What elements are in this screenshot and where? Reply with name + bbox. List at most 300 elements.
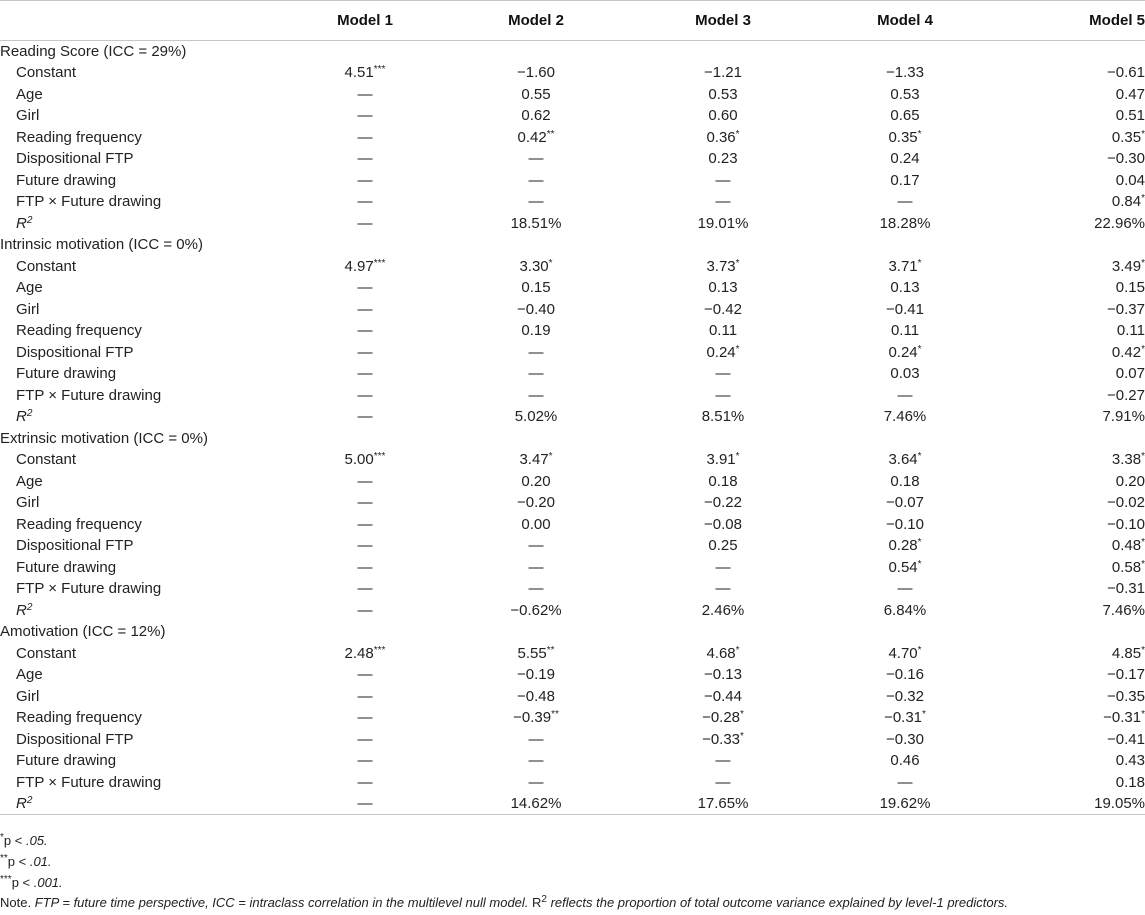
cell-model-4 bbox=[804, 320, 1006, 342]
cell-value: 0.28 bbox=[888, 537, 918, 555]
cell-value: — bbox=[528, 343, 544, 361]
cell-model-1 bbox=[300, 170, 430, 192]
table-row bbox=[0, 707, 1145, 729]
cell-value: 3.73 bbox=[706, 257, 736, 275]
row-label-text: Future drawing bbox=[16, 171, 117, 189]
row-label-text: Dispositional FTP bbox=[16, 150, 134, 168]
cell-model-4 bbox=[804, 600, 1006, 622]
cell-model-1 bbox=[300, 557, 430, 579]
cell-value: — bbox=[357, 85, 373, 103]
row-label-text: Future drawing bbox=[16, 752, 117, 770]
significance-mark: * bbox=[1141, 193, 1145, 205]
cell-model-5 bbox=[1006, 213, 1145, 235]
cell-value: 0.55 bbox=[521, 85, 551, 103]
row-label bbox=[0, 213, 300, 235]
table-row bbox=[0, 320, 1145, 342]
table-row bbox=[0, 127, 1145, 149]
cell-value: −0.07 bbox=[886, 494, 924, 512]
cell-value: 0.00 bbox=[521, 515, 551, 533]
cell-value: −0.28 bbox=[702, 709, 741, 727]
cell-value: 5.02% bbox=[514, 408, 558, 426]
cell-model-5 bbox=[1006, 578, 1145, 600]
column-header-model-1: Model 1 bbox=[300, 1, 430, 41]
cell-value: — bbox=[357, 150, 373, 168]
table-row bbox=[0, 170, 1145, 192]
cell-model-3 bbox=[642, 729, 804, 751]
cell-value: 4.85 bbox=[1111, 644, 1142, 662]
cell-model-3 bbox=[642, 191, 804, 213]
cell-value: — bbox=[528, 752, 544, 770]
significance-mark: * bbox=[735, 644, 740, 656]
footnote-prefix: p < bbox=[7, 854, 30, 869]
significance-mark: * bbox=[917, 451, 922, 463]
cell-value: 0.46 bbox=[890, 752, 920, 770]
cell-model-1 bbox=[300, 148, 430, 170]
cell-value: — bbox=[357, 193, 373, 211]
significance-mark: *** bbox=[373, 257, 386, 269]
column-header-model-3: Model 3 bbox=[642, 1, 804, 41]
cell-value: 7.46% bbox=[1102, 601, 1145, 619]
cell-value: — bbox=[357, 214, 373, 232]
cell-value: 3.91 bbox=[706, 451, 736, 469]
significance-mark: *** bbox=[373, 644, 386, 656]
row-label-sup: 2 bbox=[26, 408, 33, 420]
row-label bbox=[0, 62, 300, 84]
cell-value: 0.53 bbox=[708, 85, 738, 103]
cell-value: — bbox=[897, 193, 913, 211]
cell-value: — bbox=[528, 558, 544, 576]
cell-value: −0.61 bbox=[1107, 64, 1145, 82]
row-label bbox=[0, 514, 300, 536]
cell-model-3 bbox=[642, 772, 804, 794]
cell-model-5 bbox=[1006, 127, 1145, 149]
header-row bbox=[0, 1, 1145, 41]
footnote-value: .05. bbox=[25, 833, 48, 848]
cell-value: — bbox=[715, 171, 731, 189]
cell-model-3 bbox=[642, 170, 804, 192]
cell-value: — bbox=[357, 773, 373, 791]
cell-model-1 bbox=[300, 514, 430, 536]
row-label bbox=[0, 471, 300, 493]
table-row bbox=[0, 664, 1145, 686]
table-row bbox=[0, 600, 1145, 622]
cell-model-3 bbox=[642, 514, 804, 536]
cell-model-2 bbox=[430, 535, 642, 557]
row-label bbox=[0, 256, 300, 278]
significance-mark: * bbox=[740, 730, 744, 742]
row-label-text: Future drawing bbox=[16, 558, 117, 576]
cell-model-4 bbox=[804, 84, 1006, 106]
significance-mark: * bbox=[917, 537, 922, 549]
cell-value: — bbox=[528, 730, 544, 748]
row-label bbox=[0, 342, 300, 364]
table-row bbox=[0, 557, 1145, 579]
cell-value: −0.10 bbox=[886, 515, 924, 533]
cell-model-5 bbox=[1006, 686, 1145, 708]
table-row bbox=[0, 406, 1145, 428]
cell-value: — bbox=[357, 171, 373, 189]
footnote-p05 bbox=[0, 830, 1145, 851]
row-label-text: Dispositional FTP bbox=[16, 343, 134, 361]
cell-value: 0.60 bbox=[708, 107, 738, 125]
cell-value: — bbox=[528, 386, 544, 404]
cell-model-2 bbox=[430, 793, 642, 815]
cell-model-2 bbox=[430, 406, 642, 428]
cell-value: — bbox=[357, 709, 373, 727]
cell-model-4 bbox=[804, 213, 1006, 235]
row-label bbox=[0, 492, 300, 514]
table-row bbox=[0, 342, 1145, 364]
cell-model-1 bbox=[300, 578, 430, 600]
cell-value: −0.32 bbox=[886, 687, 924, 705]
table-row bbox=[0, 191, 1145, 213]
row-label bbox=[0, 793, 300, 815]
note-lead: Note. bbox=[0, 895, 35, 910]
cell-value: −0.08 bbox=[704, 515, 742, 533]
significance-mark: * bbox=[735, 257, 740, 269]
cell-value: — bbox=[357, 365, 373, 383]
cell-value: 7.46% bbox=[883, 408, 927, 426]
cell-model-3 bbox=[642, 686, 804, 708]
footnote-value: .01. bbox=[29, 854, 52, 869]
significance-mark: * bbox=[917, 558, 922, 570]
cell-model-2 bbox=[430, 299, 642, 321]
table-row bbox=[0, 750, 1145, 772]
row-label bbox=[0, 127, 300, 149]
table-row bbox=[0, 449, 1145, 471]
cell-value: 14.62% bbox=[510, 795, 562, 812]
cell-value: −0.31 bbox=[884, 709, 923, 727]
row-label-text: FTP × Future drawing bbox=[16, 580, 162, 598]
significance-mark: * bbox=[548, 257, 553, 269]
cell-value: 0.24 bbox=[890, 150, 920, 168]
cell-model-5 bbox=[1006, 342, 1145, 364]
cell-value: 4.68 bbox=[706, 644, 736, 662]
cell-model-1 bbox=[300, 471, 430, 493]
row-label bbox=[0, 277, 300, 299]
cell-model-2 bbox=[430, 170, 642, 192]
cell-value: 0.62 bbox=[521, 107, 551, 125]
table-row bbox=[0, 729, 1145, 751]
section-row bbox=[0, 41, 1145, 63]
cell-model-4 bbox=[804, 707, 1006, 729]
section-row bbox=[0, 234, 1145, 256]
cell-model-4 bbox=[804, 299, 1006, 321]
significance-mark: * bbox=[1141, 343, 1145, 355]
cell-value: −0.22 bbox=[704, 494, 742, 512]
cell-value: — bbox=[357, 408, 373, 426]
cell-value: — bbox=[357, 537, 373, 555]
significance-mark: * bbox=[1141, 709, 1145, 721]
row-label bbox=[0, 578, 300, 600]
cell-model-4 bbox=[804, 514, 1006, 536]
row-label-text: R bbox=[16, 214, 27, 232]
cell-value: −0.33 bbox=[702, 730, 741, 748]
cell-value: 19.62% bbox=[879, 795, 931, 812]
cell-model-2 bbox=[430, 363, 642, 385]
cell-model-2 bbox=[430, 449, 642, 471]
row-label bbox=[0, 105, 300, 127]
cell-value: −0.42 bbox=[704, 300, 742, 318]
cell-value: 6.84% bbox=[883, 601, 927, 619]
significance-mark: *** bbox=[373, 451, 386, 463]
cell-value: −0.62% bbox=[510, 601, 562, 619]
cell-value: 0.20 bbox=[521, 472, 551, 490]
table-row bbox=[0, 105, 1145, 127]
cell-value: 0.65 bbox=[890, 107, 920, 125]
cell-model-3 bbox=[642, 385, 804, 407]
cell-model-4 bbox=[804, 363, 1006, 385]
cell-value: — bbox=[357, 730, 373, 748]
cell-model-2 bbox=[430, 385, 642, 407]
table-row bbox=[0, 213, 1145, 235]
cell-value: 0.15 bbox=[521, 279, 551, 297]
row-label-sup: 2 bbox=[26, 601, 33, 613]
cell-value: — bbox=[528, 580, 544, 598]
cell-model-1 bbox=[300, 772, 430, 794]
cell-model-5 bbox=[1006, 299, 1145, 321]
cell-value: — bbox=[357, 580, 373, 598]
cell-value: — bbox=[357, 279, 373, 297]
cell-value: 0.20 bbox=[1115, 472, 1145, 490]
cell-value: 0.42 bbox=[517, 128, 547, 146]
cell-value: — bbox=[715, 365, 731, 383]
cell-model-5 bbox=[1006, 772, 1145, 794]
cell-value: 0.04 bbox=[1115, 171, 1145, 189]
cell-value: 0.07 bbox=[1115, 365, 1145, 383]
cell-model-3 bbox=[642, 62, 804, 84]
cell-value: 0.13 bbox=[890, 279, 920, 297]
cell-model-3 bbox=[642, 449, 804, 471]
cell-model-1 bbox=[300, 84, 430, 106]
cell-value: 0.54 bbox=[888, 558, 918, 576]
cell-value: −0.31 bbox=[1103, 709, 1142, 727]
cell-model-1 bbox=[300, 664, 430, 686]
cell-model-5 bbox=[1006, 148, 1145, 170]
row-label bbox=[0, 299, 300, 321]
footnote-p01 bbox=[0, 851, 1145, 872]
significance-mark: * bbox=[1141, 537, 1145, 549]
row-label-text: Girl bbox=[16, 300, 40, 318]
cell-model-1 bbox=[300, 535, 430, 557]
cell-model-5 bbox=[1006, 535, 1145, 557]
cell-model-3 bbox=[642, 578, 804, 600]
footnote-value: .001. bbox=[33, 875, 63, 890]
cell-model-2 bbox=[430, 320, 642, 342]
cell-model-4 bbox=[804, 664, 1006, 686]
row-label bbox=[0, 363, 300, 385]
cell-value: 18.51% bbox=[510, 214, 562, 232]
row-label-text: FTP × Future drawing bbox=[16, 386, 162, 404]
note-definitions: FTP = future time perspective, ICC = intraclass correlation in the multilevel null model. bbox=[34, 895, 533, 910]
cell-model-1 bbox=[300, 62, 430, 84]
cell-value: — bbox=[897, 580, 913, 598]
cell-model-2 bbox=[430, 256, 642, 278]
row-label-text: Reading frequency bbox=[16, 128, 142, 146]
cell-value: 0.42 bbox=[1111, 343, 1142, 361]
stub-header bbox=[0, 1, 300, 41]
cell-model-5 bbox=[1006, 793, 1145, 815]
cell-value: 22.96% bbox=[1094, 214, 1145, 232]
significance-mark: *** bbox=[373, 64, 386, 76]
row-label-text: Future drawing bbox=[16, 365, 117, 383]
table-row bbox=[0, 535, 1145, 557]
cell-value: 0.11 bbox=[890, 322, 920, 340]
cell-model-3 bbox=[642, 299, 804, 321]
cell-model-2 bbox=[430, 277, 642, 299]
row-label-text: Age bbox=[16, 472, 43, 490]
cell-model-3 bbox=[642, 320, 804, 342]
cell-model-3 bbox=[642, 127, 804, 149]
cell-model-3 bbox=[642, 471, 804, 493]
cell-model-1 bbox=[300, 363, 430, 385]
significance-mark: * bbox=[1141, 257, 1145, 269]
cell-model-5 bbox=[1006, 643, 1145, 665]
table-row bbox=[0, 471, 1145, 493]
cell-value: — bbox=[357, 386, 373, 404]
row-label-text: Constant bbox=[16, 451, 77, 469]
cell-value: — bbox=[528, 537, 544, 555]
cell-model-5 bbox=[1006, 664, 1145, 686]
cell-value: 0.35 bbox=[1111, 128, 1142, 146]
row-label bbox=[0, 406, 300, 428]
cell-value: 0.51 bbox=[1115, 107, 1145, 125]
note-r-sup: 2 bbox=[541, 894, 547, 905]
cell-model-2 bbox=[430, 729, 642, 751]
cell-value: — bbox=[528, 193, 544, 211]
cell-model-1 bbox=[300, 686, 430, 708]
row-label bbox=[0, 600, 300, 622]
cell-value: −0.35 bbox=[1107, 687, 1145, 705]
column-header-model-5: Model 5 bbox=[1006, 1, 1145, 41]
cell-model-1 bbox=[300, 256, 430, 278]
significance-mark: * bbox=[735, 128, 740, 140]
cell-value: −0.17 bbox=[1107, 666, 1145, 684]
cell-model-2 bbox=[430, 557, 642, 579]
cell-value: −1.21 bbox=[704, 64, 742, 82]
section-row bbox=[0, 428, 1145, 450]
cell-value: 0.15 bbox=[1115, 279, 1145, 297]
significance-mark: * bbox=[740, 709, 744, 721]
cell-model-5 bbox=[1006, 600, 1145, 622]
cell-value: — bbox=[357, 558, 373, 576]
cell-value: 17.65% bbox=[697, 795, 749, 812]
cell-value: — bbox=[897, 773, 913, 791]
cell-model-4 bbox=[804, 492, 1006, 514]
cell-model-5 bbox=[1006, 363, 1145, 385]
cell-model-1 bbox=[300, 127, 430, 149]
cell-value: — bbox=[715, 773, 731, 791]
significance-mark: * bbox=[735, 451, 740, 463]
cell-value: 0.19 bbox=[521, 322, 551, 340]
cell-model-1 bbox=[300, 385, 430, 407]
table-row bbox=[0, 514, 1145, 536]
cell-model-3 bbox=[642, 750, 804, 772]
cell-value: −0.31 bbox=[1107, 580, 1145, 598]
cell-model-2 bbox=[430, 213, 642, 235]
cell-value: 2.46% bbox=[701, 601, 745, 619]
table-row bbox=[0, 686, 1145, 708]
cell-model-4 bbox=[804, 643, 1006, 665]
cell-value: 4.70 bbox=[888, 644, 918, 662]
significance-mark: * bbox=[1141, 451, 1145, 463]
cell-model-3 bbox=[642, 643, 804, 665]
cell-model-1 bbox=[300, 105, 430, 127]
cell-value: 3.64 bbox=[888, 451, 918, 469]
cell-value: 0.13 bbox=[708, 279, 738, 297]
cell-model-3 bbox=[642, 535, 804, 557]
row-label-text: R bbox=[16, 795, 27, 812]
significance-mark: * bbox=[917, 343, 922, 355]
cell-model-2 bbox=[430, 750, 642, 772]
cell-model-1 bbox=[300, 492, 430, 514]
cell-model-5 bbox=[1006, 105, 1145, 127]
cell-value: −0.10 bbox=[1107, 515, 1145, 533]
table-row bbox=[0, 148, 1145, 170]
row-label bbox=[0, 557, 300, 579]
cell-value: 0.18 bbox=[890, 472, 920, 490]
cell-model-2 bbox=[430, 643, 642, 665]
row-label bbox=[0, 643, 300, 665]
row-label bbox=[0, 170, 300, 192]
cell-value: 18.28% bbox=[879, 214, 931, 232]
cell-model-2 bbox=[430, 84, 642, 106]
significance-mark: * bbox=[922, 709, 926, 721]
footnote-p001 bbox=[0, 872, 1145, 893]
cell-model-2 bbox=[430, 514, 642, 536]
cell-value: −0.41 bbox=[1107, 730, 1145, 748]
cell-model-1 bbox=[300, 707, 430, 729]
cell-value: 3.49 bbox=[1111, 257, 1142, 275]
cell-value: — bbox=[357, 687, 373, 705]
cell-value: — bbox=[357, 128, 373, 146]
table-row bbox=[0, 363, 1145, 385]
cell-value: 0.58 bbox=[1111, 558, 1142, 576]
cell-model-3 bbox=[642, 105, 804, 127]
cell-value: 0.25 bbox=[708, 537, 738, 555]
cell-model-5 bbox=[1006, 729, 1145, 751]
row-label-text: Constant bbox=[16, 64, 77, 82]
cell-value: 0.53 bbox=[890, 85, 920, 103]
cell-value: 4.97 bbox=[344, 257, 374, 275]
cell-value: −0.16 bbox=[886, 666, 924, 684]
cell-value: — bbox=[357, 322, 373, 340]
cell-model-1 bbox=[300, 729, 430, 751]
cell-value: — bbox=[357, 666, 373, 684]
cell-model-4 bbox=[804, 772, 1006, 794]
cell-value: −0.40 bbox=[517, 300, 555, 318]
cell-value: 19.05% bbox=[1094, 795, 1145, 812]
cell-model-3 bbox=[642, 557, 804, 579]
cell-model-5 bbox=[1006, 84, 1145, 106]
cell-model-5 bbox=[1006, 256, 1145, 278]
cell-model-3 bbox=[642, 277, 804, 299]
cell-value: 2.48 bbox=[344, 644, 374, 662]
row-label-text: R bbox=[16, 408, 27, 426]
cell-model-5 bbox=[1006, 406, 1145, 428]
note-r2-explanation: reflects the proportion of total outcome variance explained by level-1 predictors. bbox=[546, 895, 1009, 910]
cell-model-5 bbox=[1006, 320, 1145, 342]
cell-value: −0.30 bbox=[886, 730, 924, 748]
row-label bbox=[0, 385, 300, 407]
cell-model-1 bbox=[300, 449, 430, 471]
cell-model-1 bbox=[300, 600, 430, 622]
row-label-text: Girl bbox=[16, 107, 40, 125]
cell-model-2 bbox=[430, 664, 642, 686]
cell-model-3 bbox=[642, 213, 804, 235]
cell-value: 3.30 bbox=[519, 257, 549, 275]
row-label-text: Reading frequency bbox=[16, 515, 142, 533]
